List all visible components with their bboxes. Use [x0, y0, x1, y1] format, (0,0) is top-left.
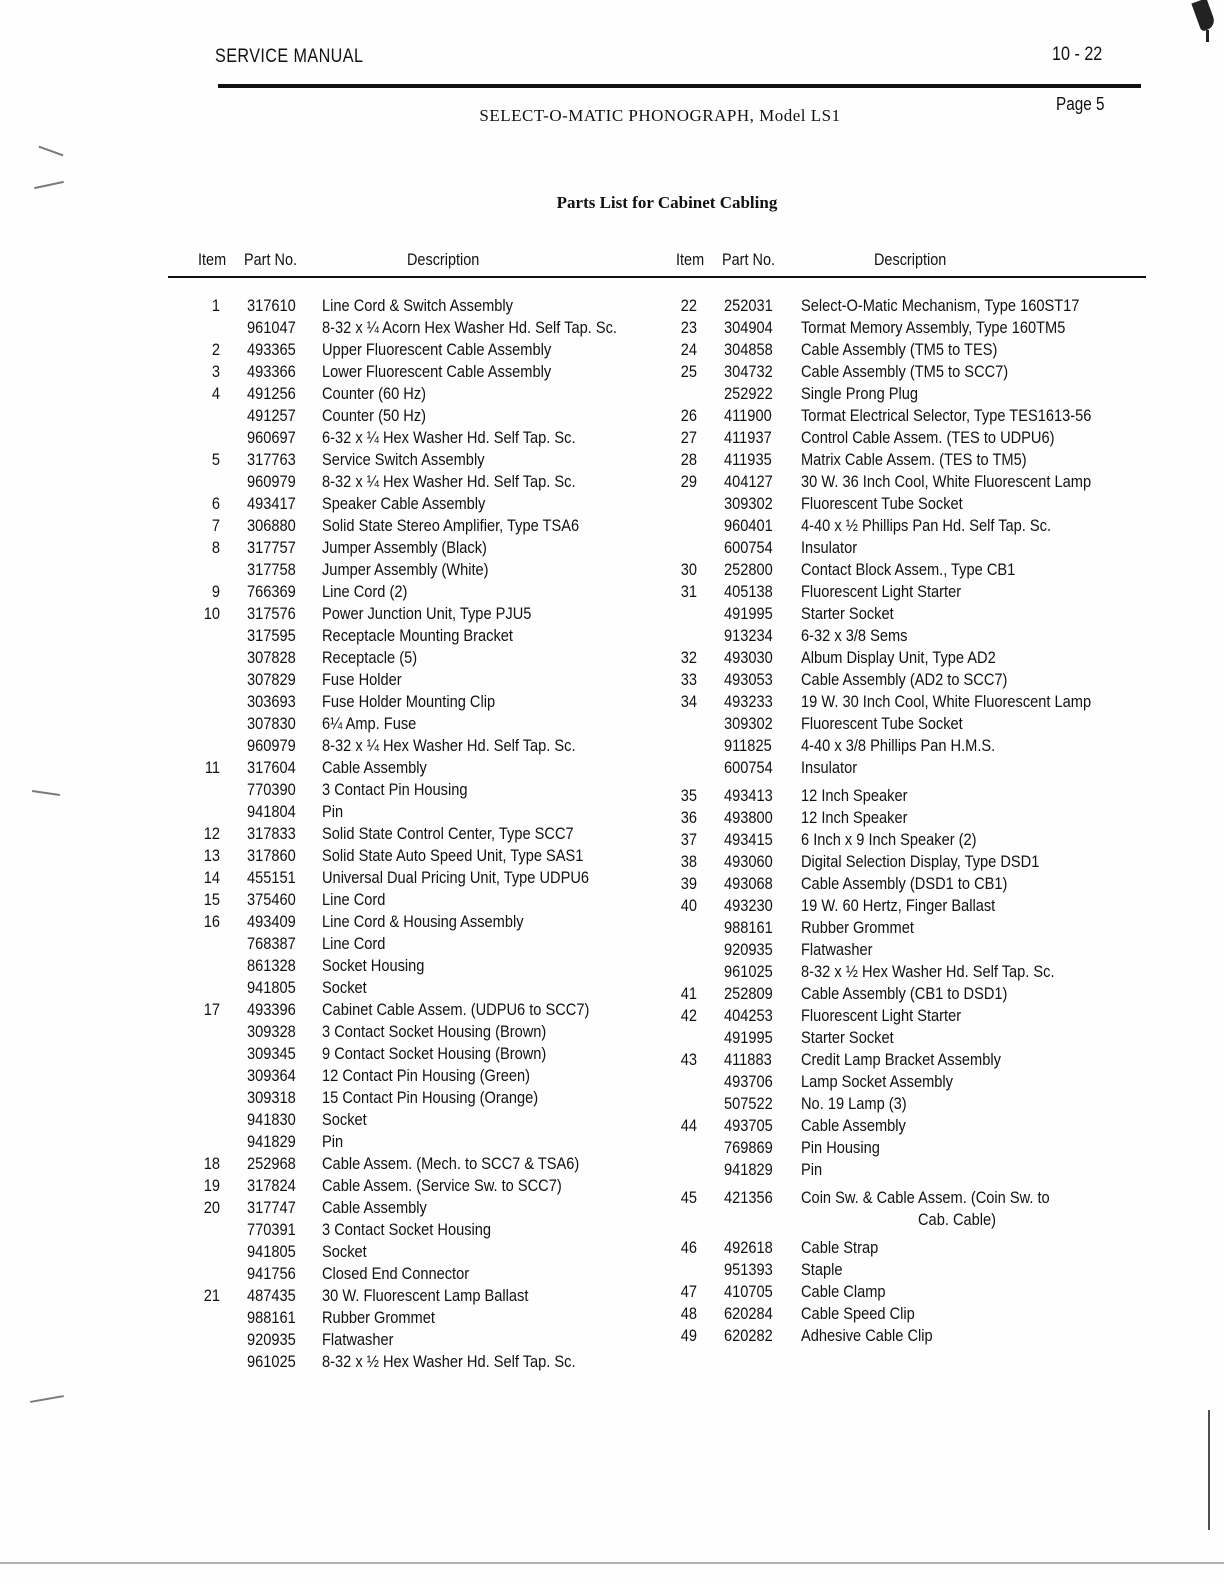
item-number: 6 [211, 494, 220, 513]
part-number: 252031 [724, 296, 773, 315]
part-description: Line Cord [322, 890, 386, 909]
item-number: 25 [680, 362, 697, 381]
part-number: 404253 [724, 1006, 773, 1025]
part-description: Cab. Cable) [918, 1210, 997, 1229]
part-description: Pin [801, 1160, 823, 1179]
part-number: 861328 [247, 956, 296, 975]
item-number: 29 [680, 472, 697, 491]
part-number: 988161 [724, 918, 773, 937]
part-number: 317757 [247, 538, 296, 557]
part-number: 411900 [724, 406, 772, 425]
part-description: Cable Assembly (CB1 to DSD1) [801, 984, 1008, 1003]
part-description: No. 19 Lamp (3) [801, 1094, 907, 1113]
part-number: 317576 [247, 604, 296, 623]
part-number: 920935 [724, 940, 773, 959]
part-number: 941804 [247, 802, 296, 821]
part-number: 309328 [247, 1022, 296, 1041]
part-description: 6¼ Amp. Fuse [322, 714, 417, 733]
part-description: Rubber Grommet [801, 918, 914, 937]
part-description: Socket [322, 1242, 367, 1261]
part-number: 493366 [247, 362, 296, 381]
part-description: Jumper Assembly (White) [322, 560, 489, 579]
part-number: 769869 [724, 1138, 773, 1157]
part-number: 941829 [724, 1160, 773, 1179]
part-description: Cable Assembly [322, 758, 427, 777]
left-description-header: Description [407, 250, 480, 269]
part-description: Flatwasher [801, 940, 873, 959]
item-number: 40 [680, 896, 697, 915]
part-description: Fuse Holder [322, 670, 402, 689]
part-description: Cable Clamp [801, 1282, 886, 1301]
right-description-header: Description [874, 250, 947, 269]
item-number: 43 [680, 1050, 697, 1069]
part-description: 19 W. 60 Hertz, Finger Ballast [801, 896, 996, 915]
parts-list-title: Parts List for Cabinet Cabling [556, 193, 778, 212]
part-number: 309364 [247, 1066, 296, 1085]
part-number: 961025 [724, 962, 773, 981]
margin-mark [34, 181, 64, 189]
part-number: 941805 [247, 1242, 296, 1261]
part-description: 12 Inch Speaker [801, 808, 908, 827]
part-description: Pin [322, 802, 344, 821]
item-number: 7 [211, 516, 220, 535]
part-number: 304858 [724, 340, 773, 359]
part-number: 304904 [724, 318, 773, 337]
part-description: Pin Housing [801, 1138, 880, 1157]
part-number: 941756 [247, 1264, 296, 1283]
item-number: 42 [680, 1006, 697, 1025]
margin-mark [32, 790, 60, 796]
item-number: 22 [680, 296, 697, 315]
part-number: 421356 [724, 1188, 773, 1207]
item-number: 36 [680, 808, 697, 827]
part-number: 493413 [724, 786, 773, 805]
part-number: 309302 [724, 714, 773, 733]
part-number: 960979 [247, 736, 296, 755]
part-number: 600754 [724, 758, 773, 777]
model-title: SELECT-O-MATIC PHONOGRAPH, Model LS1 [479, 106, 841, 125]
item-number: 30 [680, 560, 697, 579]
part-number: 404127 [724, 472, 773, 491]
part-number: 941830 [247, 1110, 296, 1129]
item-number: 35 [680, 786, 697, 805]
part-description: 4-40 x 3/8 Phillips Pan H.M.S. [801, 736, 996, 755]
item-number: 3 [211, 362, 220, 381]
header-rule [218, 84, 1141, 88]
part-number: 770391 [247, 1220, 296, 1239]
part-description: Tormat Memory Assembly, Type 160TM5 [801, 318, 1066, 337]
part-description: Lamp Socket Assembly [801, 1072, 953, 1091]
item-number: 19 [203, 1176, 220, 1195]
part-number: 768387 [247, 934, 296, 953]
part-number: 770390 [247, 780, 296, 799]
item-number: 1 [211, 296, 220, 315]
part-number: 491257 [247, 406, 296, 425]
part-description: Lower Fluorescent Cable Assembly [322, 362, 552, 381]
part-description: Fluorescent Light Starter [801, 582, 962, 601]
part-description: Single Prong Plug [801, 384, 919, 403]
item-number: 27 [680, 428, 697, 447]
part-number: 411883 [724, 1050, 772, 1069]
part-description: Jumper Assembly (Black) [322, 538, 487, 557]
item-number: 2 [211, 340, 220, 359]
part-description: 8-32 x ¼ Hex Washer Hd. Self Tap. Sc. [322, 736, 576, 755]
part-description: Tormat Electrical Selector, Type TES1613-56 [801, 406, 1092, 425]
part-description: Starter Socket [801, 604, 894, 623]
part-number: 493060 [724, 852, 773, 871]
part-number: 304732 [724, 362, 773, 381]
part-number: 317763 [247, 450, 296, 469]
part-description: 8-32 x ½ Hex Washer Hd. Self Tap. Sc. [322, 1352, 576, 1371]
item-number: 31 [680, 582, 697, 601]
part-description: Power Junction Unit, Type PJU5 [322, 604, 532, 623]
part-description: Closed End Connector [322, 1264, 470, 1283]
part-description: Line Cord (2) [322, 582, 408, 601]
part-number: 493800 [724, 808, 773, 827]
item-number: 24 [680, 340, 697, 359]
page-number: Page 5 [1056, 94, 1105, 114]
part-description: Insulator [801, 758, 858, 777]
left-part-header: Part No. [244, 250, 298, 269]
item-number: 17 [203, 1000, 220, 1019]
part-description: Control Cable Assem. (TES to UDPU6) [801, 428, 1055, 447]
part-number: 303693 [247, 692, 296, 711]
part-number: 317833 [247, 824, 296, 843]
part-number: 307830 [247, 714, 296, 733]
part-description: Fluorescent Tube Socket [801, 714, 963, 733]
part-description: 30 W. 36 Inch Cool, White Fluorescent Lamp [801, 472, 1092, 491]
part-description: 3 Contact Pin Housing [322, 780, 468, 799]
part-number: 252800 [724, 560, 773, 579]
part-number: 307828 [247, 648, 296, 667]
part-description: Rubber Grommet [322, 1308, 435, 1327]
part-description: 12 Contact Pin Housing (Green) [322, 1066, 531, 1085]
part-number: 493705 [724, 1116, 773, 1135]
item-number: 28 [680, 450, 697, 469]
item-number: 26 [680, 406, 697, 425]
part-description: Socket [322, 1110, 367, 1129]
part-description: Cable Strap [801, 1238, 879, 1257]
part-description: Pin [322, 1132, 344, 1151]
part-number: 493230 [724, 896, 773, 915]
item-number: 9 [211, 582, 220, 601]
part-description: 6-32 x ¼ Hex Washer Hd. Self Tap. Sc. [322, 428, 576, 447]
part-number: 309345 [247, 1044, 296, 1063]
part-number: 309318 [247, 1088, 296, 1107]
item-number: 13 [203, 846, 220, 865]
part-number: 492618 [724, 1238, 773, 1257]
part-number: 411935 [724, 450, 772, 469]
manual-title: SERVICE MANUAL [215, 46, 364, 67]
right-item-header: Item [676, 250, 705, 269]
part-number: 252922 [724, 384, 773, 403]
part-description: Upper Fluorescent Cable Assembly [322, 340, 552, 359]
part-number: 960697 [247, 428, 296, 447]
part-number: 317610 [247, 296, 296, 315]
part-number: 988161 [247, 1308, 296, 1327]
part-number: 941805 [247, 978, 296, 997]
part-number: 493409 [247, 912, 296, 931]
corner-mark-tail [1206, 30, 1209, 42]
item-number: 38 [680, 852, 697, 871]
item-number: 14 [203, 868, 220, 887]
part-description: Socket [322, 978, 367, 997]
part-number: 620284 [724, 1304, 773, 1323]
part-description: Speaker Cable Assembly [322, 494, 486, 513]
part-description: Matrix Cable Assem. (TES to TM5) [801, 450, 1027, 469]
part-description: Receptacle (5) [322, 648, 418, 667]
part-description: 9 Contact Socket Housing (Brown) [322, 1044, 547, 1063]
part-number: 493233 [724, 692, 773, 711]
corner-mark [1191, 0, 1216, 32]
part-number: 493415 [724, 830, 773, 849]
part-description: Contact Block Assem., Type CB1 [801, 560, 1016, 579]
part-number: 961047 [247, 318, 296, 337]
part-description: 3 Contact Socket Housing (Brown) [322, 1022, 547, 1041]
part-number: 493417 [247, 494, 296, 513]
part-number: 491995 [724, 1028, 773, 1047]
part-number: 309302 [724, 494, 773, 513]
part-description: Coin Sw. & Cable Assem. (Coin Sw. to [801, 1188, 1050, 1207]
part-description: Socket Housing [322, 956, 425, 975]
part-description: Line Cord & Switch Assembly [322, 296, 513, 315]
item-number: 15 [203, 890, 220, 909]
page-bottom-edge [0, 1562, 1224, 1564]
part-description: Staple [801, 1260, 843, 1279]
part-description: Cable Assembly (AD2 to SCC7) [801, 670, 1008, 689]
part-number: 487435 [247, 1286, 296, 1305]
item-number: 47 [680, 1282, 697, 1301]
part-number: 493396 [247, 1000, 296, 1019]
item-number: 41 [680, 984, 697, 1003]
column-header-rule [168, 276, 1146, 278]
part-description: Cable Assembly (TM5 to TES) [801, 340, 998, 359]
part-description: Album Display Unit, Type AD2 [801, 648, 996, 667]
part-description: Cable Assembly [322, 1198, 427, 1217]
part-number: 493365 [247, 340, 296, 359]
item-number: 10 [203, 604, 220, 623]
part-number: 941829 [247, 1132, 296, 1151]
part-number: 405138 [724, 582, 773, 601]
left-item-header: Item [198, 250, 227, 269]
part-number: 493030 [724, 648, 773, 667]
part-description: Cable Assembly (TM5 to SCC7) [801, 362, 1009, 381]
part-description: Universal Dual Pricing Unit, Type UDPU6 [322, 868, 590, 887]
part-description: 8-32 x ½ Hex Washer Hd. Self Tap. Sc. [801, 962, 1055, 981]
item-number: 49 [680, 1326, 697, 1345]
part-number: 507522 [724, 1094, 773, 1113]
part-description: Cable Assem. (Mech. to SCC7 & TSA6) [322, 1154, 580, 1173]
part-description: 15 Contact Pin Housing (Orange) [322, 1088, 539, 1107]
part-description: Line Cord [322, 934, 386, 953]
part-description: 6 Inch x 9 Inch Speaker (2) [801, 830, 977, 849]
part-number: 317747 [247, 1198, 296, 1217]
part-description: Select-O-Matic Mechanism, Type 160ST17 [801, 296, 1080, 315]
item-number: 20 [203, 1198, 220, 1217]
part-number: 600754 [724, 538, 773, 557]
part-number: 317824 [247, 1176, 296, 1195]
page-edge-line [1208, 1410, 1210, 1530]
part-description: 30 W. Fluorescent Lamp Ballast [322, 1286, 529, 1305]
part-description: Cable Assembly [801, 1116, 906, 1135]
part-description: Counter (50 Hz) [322, 406, 427, 425]
part-description: Counter (60 Hz) [322, 384, 427, 403]
part-description: 8-32 x ¼ Acorn Hex Washer Hd. Self Tap. Sc. [322, 318, 617, 337]
part-description: Credit Lamp Bracket Assembly [801, 1050, 1001, 1069]
part-number: 911825 [724, 736, 772, 755]
item-number: 44 [680, 1116, 697, 1135]
item-number: 33 [680, 670, 697, 689]
section-number: 10 - 22 [1052, 44, 1103, 65]
part-number: 620282 [724, 1326, 773, 1345]
part-number: 491995 [724, 604, 773, 623]
item-number: 18 [203, 1154, 220, 1173]
part-description: Fluorescent Tube Socket [801, 494, 963, 513]
margin-mark [30, 1395, 64, 1403]
part-number: 317758 [247, 560, 296, 579]
item-number: 11 [204, 758, 220, 777]
part-description: Receptacle Mounting Bracket [322, 626, 513, 645]
part-description: Cable Assembly (DSD1 to CB1) [801, 874, 1008, 893]
part-description: 12 Inch Speaker [801, 786, 908, 805]
part-description: Starter Socket [801, 1028, 894, 1047]
part-description: 6-32 x 3/8 Sems [801, 626, 908, 645]
part-description: Fuse Holder Mounting Clip [322, 692, 496, 711]
part-number: 493053 [724, 670, 773, 689]
item-number: 23 [680, 318, 697, 337]
part-number: 920935 [247, 1330, 296, 1349]
item-number: 8 [211, 538, 220, 557]
part-description: Adhesive Cable Clip [801, 1326, 933, 1345]
item-number: 21 [203, 1286, 220, 1305]
part-number: 960401 [724, 516, 773, 535]
item-number: 45 [680, 1188, 697, 1207]
right-part-header: Part No. [722, 250, 776, 269]
item-number: 4 [211, 384, 220, 403]
part-description: Cable Assem. (Service Sw. to SCC7) [322, 1176, 562, 1195]
item-number: 12 [203, 824, 220, 843]
part-description: Cabinet Cable Assem. (UDPU6 to SCC7) [322, 1000, 590, 1019]
part-number: 951393 [724, 1260, 773, 1279]
margin-mark [38, 146, 63, 157]
part-description: Solid State Control Center, Type SCC7 [322, 824, 574, 843]
item-number: 5 [211, 450, 220, 469]
part-description: Service Switch Assembly [322, 450, 485, 469]
part-number: 252968 [247, 1154, 296, 1173]
part-number: 961025 [247, 1352, 296, 1371]
item-number: 46 [680, 1238, 697, 1257]
part-description: 3 Contact Socket Housing [322, 1220, 492, 1239]
part-description: Cable Speed Clip [801, 1304, 915, 1323]
part-description: Solid State Auto Speed Unit, Type SAS1 [322, 846, 584, 865]
part-number: 306880 [247, 516, 296, 535]
part-number: 375460 [247, 890, 296, 909]
part-number: 317595 [247, 626, 296, 645]
part-number: 411937 [724, 428, 772, 447]
part-number: 455151 [247, 868, 296, 887]
item-number: 39 [680, 874, 697, 893]
item-number: 37 [680, 830, 697, 849]
part-number: 493706 [724, 1072, 773, 1091]
part-number: 913234 [724, 626, 773, 645]
part-description: Solid State Stereo Amplifier, Type TSA6 [322, 516, 580, 535]
part-number: 317860 [247, 846, 296, 865]
part-number: 766369 [247, 582, 296, 601]
part-number: 493068 [724, 874, 773, 893]
part-description: 19 W. 30 Inch Cool, White Fluorescent Lamp [801, 692, 1092, 711]
part-number: 252809 [724, 984, 773, 1003]
part-description: Digital Selection Display, Type DSD1 [801, 852, 1040, 871]
item-number: 34 [680, 692, 697, 711]
part-description: Line Cord & Housing Assembly [322, 912, 524, 931]
part-number: 410705 [724, 1282, 773, 1301]
part-description: Insulator [801, 538, 858, 557]
part-description: Fluorescent Light Starter [801, 1006, 962, 1025]
item-number: 16 [203, 912, 220, 931]
part-number: 491256 [247, 384, 296, 403]
part-description: Flatwasher [322, 1330, 394, 1349]
part-number: 317604 [247, 758, 296, 777]
part-description: 8-32 x ¼ Hex Washer Hd. Self Tap. Sc. [322, 472, 576, 491]
item-number: 32 [680, 648, 697, 667]
part-number: 307829 [247, 670, 296, 689]
part-description: 4-40 x ½ Phillips Pan Hd. Self Tap. Sc. [801, 516, 1052, 535]
item-number: 48 [680, 1304, 697, 1323]
part-number: 960979 [247, 472, 296, 491]
